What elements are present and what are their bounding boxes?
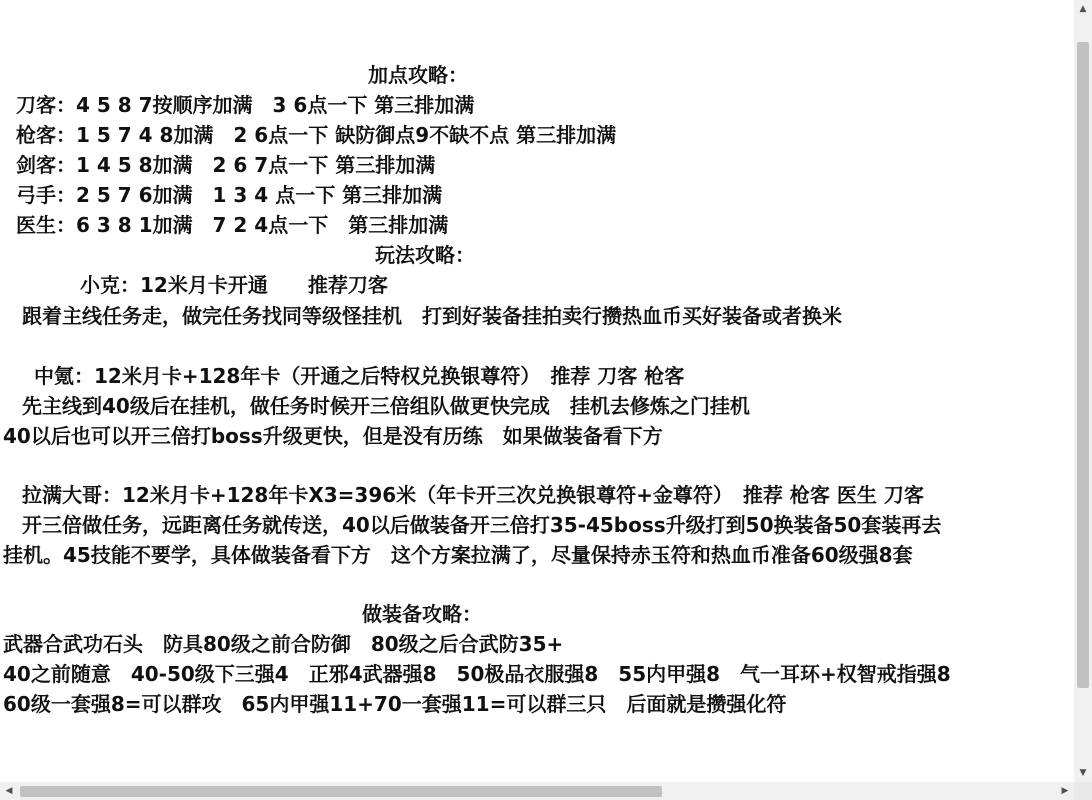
vertical-scroll-thumb[interactable] [1077, 42, 1089, 688]
jiadian-jianke: 剑客：1 4 5 8加满 2 6 7点一下 第三排加满 [16, 153, 436, 177]
scroll-up-icon[interactable]: ▲ [1079, 4, 1087, 14]
xiaoke-title: 小克：12米月卡开通 推荐刀客 [80, 273, 388, 297]
jiadian-daoke: 刀客：4 5 8 7按顺序加满 3 6点一下 第三排加满 [16, 93, 475, 117]
scroll-right-icon[interactable]: ▶ [1061, 786, 1069, 796]
vertical-scrollbar[interactable] [1074, 0, 1092, 782]
horizontal-scroll-thumb[interactable] [20, 786, 662, 797]
zhuangbei-3: 60级一套强8=可以群攻 65内甲强11+70一套强11=可以群三只 后面就是攒强化符 [3, 692, 787, 716]
laman-title: 拉满大哥：12米月卡+128年卡X3=396米（年卡开三次兑换银尊符+金尊符） 推荐 枪客 医生 刀客 [22, 483, 924, 507]
xiaoke-desc: 跟着主线任务走，做完任务找同等级怪挂机 打到好装备挂拍卖行攒热血币买好装备或者换米 [22, 304, 842, 328]
zhongke-desc-1: 先主线到40级后在挂机，做任务时候开三倍组队做更快完成 挂机去修炼之门挂机 [22, 394, 750, 418]
scroll-left-icon[interactable]: ◀ [5, 786, 13, 796]
zhongke-desc-2: 40以后也可以开三倍打boss升级更快，但是没有历练 如果做装备看下方 [3, 424, 663, 448]
laman-desc-2: 挂机。45技能不要学，具体做装备看下方 这个方案拉满了，尽量保持赤玉符和热血币准备60级强8套 [3, 543, 913, 567]
jiadian-qiangke: 枪客：1 5 7 4 8加满 2 6点一下 缺防御点9不缺不点 第三排加满 [16, 123, 617, 147]
heading-zhuangbei: 做装备攻略： [362, 602, 482, 626]
scroll-down-icon[interactable]: ▼ [1079, 768, 1087, 778]
laman-desc-1: 开三倍做任务，远距离任务就传送，40以后做装备开三倍打35-45boss升级打到50换装备50套装再去 [22, 513, 942, 537]
zhongke-title: 中氪：12米月卡+128年卡（开通之后特权兑换银尊符） 推荐 刀客 枪客 [34, 364, 685, 388]
horizontal-scrollbar[interactable] [0, 782, 1074, 800]
jiadian-gongshou: 弓手：2 5 7 6加满 1 3 4 点一下 第三排加满 [16, 183, 443, 207]
zhuangbei-2: 40之前随意 40-50级下三强4 正邪4武器强8 50极品衣服强8 55内甲强8 气一耳环+权智戒指强8 [3, 662, 951, 686]
scrollbar-corner [1074, 782, 1092, 800]
heading-jiadian: 加点攻略： [368, 63, 468, 87]
jiadian-yisheng: 医生：6 3 8 1加满 7 2 4点一下 第三排加满 [16, 213, 449, 237]
zhuangbei-1: 武器合武功石头 防具80级之前合防御 80级之后合武防35+ [3, 632, 564, 656]
heading-wanfa: 玩法攻略： [375, 243, 475, 267]
